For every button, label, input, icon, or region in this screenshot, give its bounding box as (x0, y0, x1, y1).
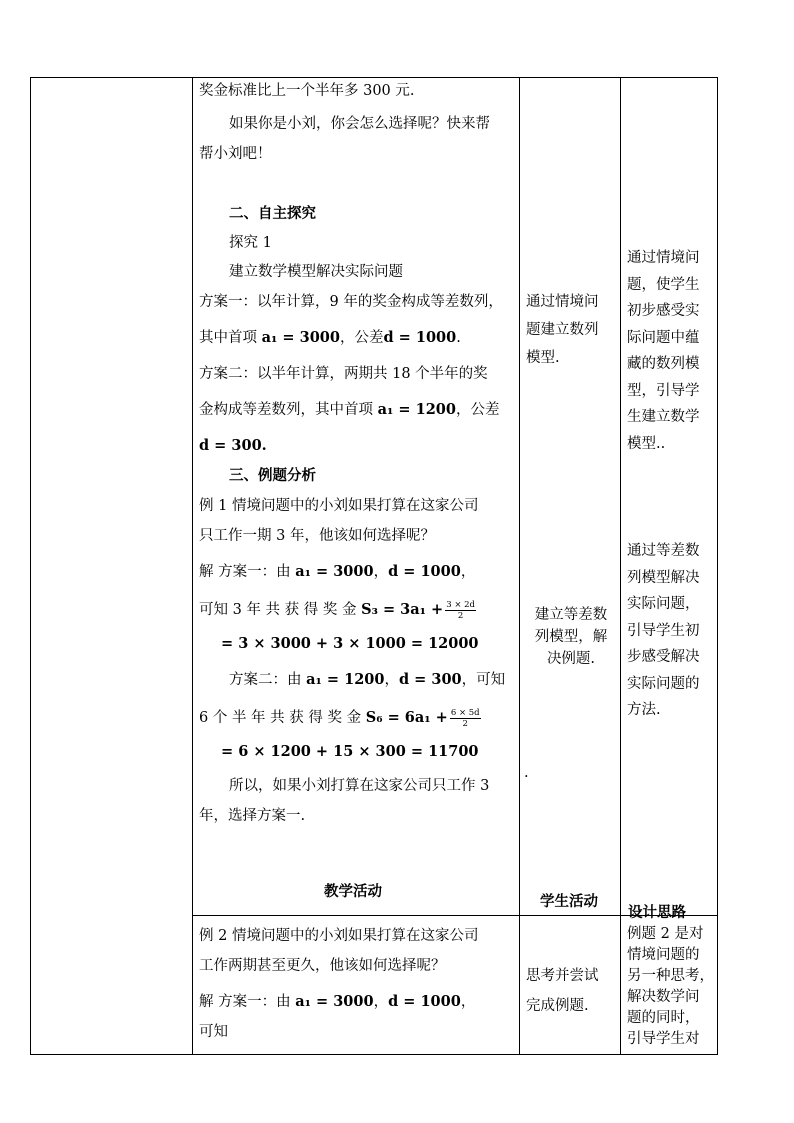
col-divider-1 (192, 77, 193, 1055)
text-line (199, 557, 517, 587)
text-line: 实际问题的 (627, 675, 700, 692)
text-span: ， (373, 564, 389, 580)
design-thought-1 (627, 245, 717, 457)
text-span: ，公差 (339, 330, 384, 346)
text-span: ， (460, 994, 476, 1010)
text-span: ，可知 (461, 672, 506, 688)
table-right-border (717, 77, 718, 1055)
text-line: 引导学生初 (627, 622, 700, 639)
text-line: 如果你是小刘，你会怎么选择呢？快来帮 (229, 116, 490, 132)
math-line: = 3 × 3000 + 3 × 1000 = 12000 (221, 635, 479, 652)
math: a₁ = 1200 (377, 401, 456, 418)
text-line: 通过情境问 (526, 294, 599, 310)
fraction-denominator: 2 (462, 718, 468, 729)
math: a₁ = 3000 (261, 329, 340, 346)
text-line: 年，选择方案一. (199, 808, 306, 824)
text-line: 题，使学生 (627, 276, 700, 293)
text-span: ， (373, 994, 389, 1010)
design-thought-3 (627, 924, 717, 1050)
text-line (199, 665, 517, 695)
math: S₆ = 6a₁ + (365, 709, 448, 726)
text-line (199, 703, 517, 733)
student-activity-3 (526, 961, 616, 1021)
text-line: 生建立数学 (627, 409, 700, 425)
teaching-content-2 (199, 921, 517, 1047)
text-line: 思考并尝试 (526, 968, 599, 984)
text-span: 6 个 半 年 共 获 得 奖 金 (199, 710, 366, 726)
text-line: 例 1 情境问题中的小刘如果打算在这家公司 (199, 498, 479, 514)
text-span: ， (384, 672, 399, 688)
text-line: 完成例题. (526, 998, 589, 1014)
header-teaching: 教学活动 (324, 883, 382, 900)
text-line: 例题 2 是对 (627, 926, 704, 942)
teaching-content (199, 76, 517, 831)
text-span: 其中首项 (199, 330, 262, 346)
text-span: 方案二：由 (229, 672, 307, 688)
text-span: 金构成等差数列，其中首项 (199, 402, 378, 418)
math: d = 1000 (383, 329, 457, 346)
text-line (199, 323, 517, 353)
text-span: 解 方案一：由 (199, 564, 296, 580)
math: d = 1000 (388, 993, 461, 1010)
text-line: 通过情境问 (627, 250, 700, 266)
header-student: 学生活动 (540, 893, 598, 910)
text-line: 工作两期甚至更久，他该如何选择呢？ (199, 958, 446, 974)
text-line: 建立等差数 (534, 607, 608, 623)
text-line: 例 2 情境问题中的小刘如果打算在这家公司 (199, 928, 479, 944)
text-span: ， (460, 564, 476, 580)
text-line: 列模型，解 (534, 629, 608, 645)
table-bottom-border (30, 1054, 718, 1055)
col-divider-2 (519, 77, 520, 1055)
text-line: 步感受解决 (627, 649, 700, 665)
text-line: 帮小刘吧！ (199, 146, 272, 162)
text-line: 建立数学模型解决实际问题 (229, 264, 403, 280)
text-line: 通过等差数 (627, 543, 700, 559)
math: a₁ = 1200 (306, 671, 385, 688)
text-span: 可知 3 年 共 获 得 奖 金 (199, 602, 362, 618)
text-line: 初步感受实 (627, 303, 700, 319)
text-line: 奖金标准比上一个半年多 300 元. (199, 83, 415, 99)
text-line: 际问题中蕴 (627, 329, 700, 346)
math: S₃ = 3a₁ + (361, 601, 444, 618)
math: a₁ = 3000 (295, 993, 374, 1010)
text-line: 方法. (627, 702, 661, 718)
text-line (199, 987, 517, 1017)
section-title: 三、例题分析 (229, 467, 316, 484)
text-line: 探究 1 (229, 235, 272, 251)
text-line: 藏的数列模 (627, 356, 700, 372)
header-design: 设计思路 (628, 904, 686, 921)
table-left-border (30, 77, 31, 1055)
student-dot: . (524, 765, 529, 781)
col-divider-3 (620, 77, 621, 1055)
text-line: 引导学生对 (627, 1031, 700, 1047)
math: d = 300 (398, 671, 462, 688)
text-line: 决例题. (546, 651, 596, 667)
text-line: 题建立数列 (526, 322, 599, 338)
text-line (199, 395, 517, 425)
text-line: 只工作一期 3 年，他该如何选择呢？ (199, 528, 435, 544)
text-line: 方案一：以年计算，9 年的奖金构成等差数列， (199, 294, 503, 310)
text-line: 模型. (526, 350, 560, 366)
fraction (445, 600, 476, 621)
text-line: 方案二：以半年计算，两期共 18 个半年的奖 (199, 366, 488, 382)
section-title: 二、自主探究 (229, 205, 316, 222)
text-line: 所以，如果小刘打算在这家公司只工作 3 (229, 778, 490, 794)
text-line: 另一种思考， (627, 968, 714, 984)
student-activity-2 (526, 604, 616, 670)
text-line: 模型.. (627, 435, 666, 452)
text-span: ，公差 (455, 402, 500, 418)
fraction-denominator: 2 (457, 610, 464, 621)
text-line: 实际问题， (627, 596, 700, 612)
text-span: 解 方案一：由 (199, 994, 296, 1010)
math: d = 1000 (388, 563, 461, 580)
text-line: 可知 (199, 1024, 228, 1040)
fraction-numerator: 3 × 2d (446, 599, 476, 610)
text-line: 情境问题的 (627, 947, 700, 963)
text-span: . (456, 330, 461, 346)
fraction (450, 708, 481, 729)
text-line: 列模型解决 (627, 569, 700, 586)
math-line: d = 300. (199, 437, 267, 454)
text-line: 型，引导学 (627, 382, 700, 399)
math-line: = 6 × 1200 + 15 × 300 = 11700 (221, 743, 479, 760)
design-thought-2 (627, 538, 717, 724)
fraction-numerator: 6 × 5d (450, 707, 480, 718)
math: a₁ = 3000 (295, 563, 374, 580)
student-activity-1 (526, 288, 616, 372)
text-line: 题的同时， (627, 1010, 700, 1026)
text-line (199, 595, 517, 625)
text-line: 解决数学问 (627, 989, 700, 1005)
